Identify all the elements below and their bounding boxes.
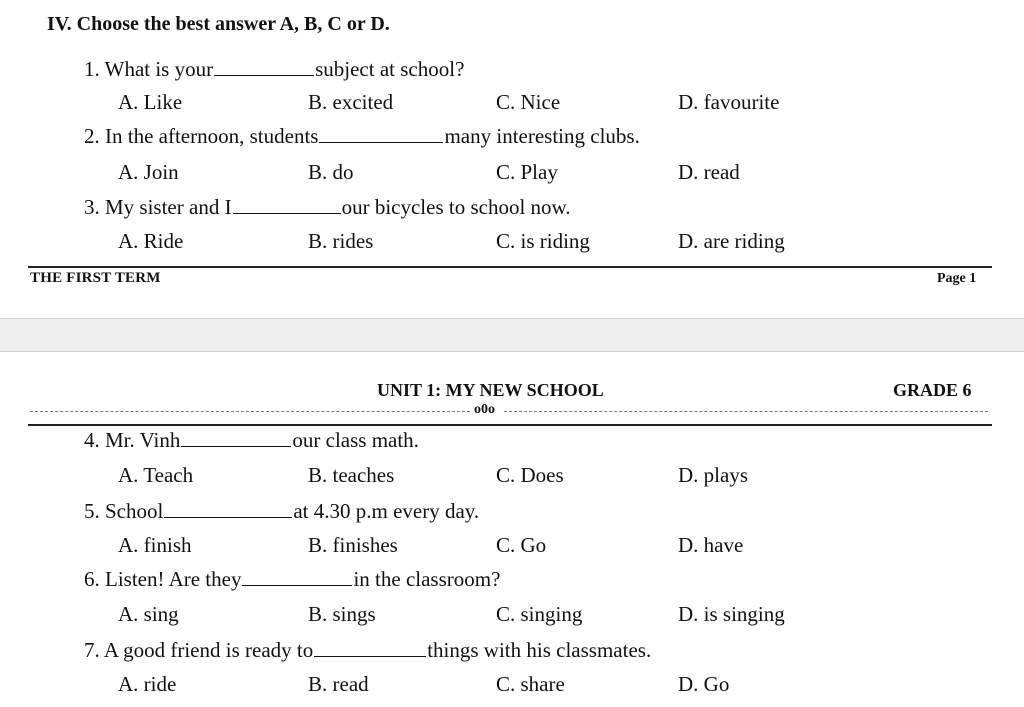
question-5 — [84, 499, 479, 524]
answer-blank — [164, 500, 292, 518]
question-number: 2. — [84, 124, 100, 148]
option-b: B. finishes — [308, 533, 398, 557]
option-a: A. Join — [118, 160, 179, 184]
option-b: B. do — [308, 160, 354, 184]
option-a: A. Teach — [118, 463, 194, 487]
option-a: A. Like — [118, 90, 183, 114]
answer-blank — [233, 196, 341, 214]
option-c: C. singing — [496, 602, 583, 626]
question-3 — [84, 195, 571, 220]
question-number: 3. — [84, 195, 100, 219]
option-a: A. ride — [118, 672, 177, 696]
question-2 — [84, 124, 640, 149]
question-text-before: What is your — [104, 57, 214, 81]
question-text-before: Mr. Vinh — [105, 428, 181, 452]
header-dashed-rule-left — [30, 411, 470, 412]
option-c: C. Nice — [496, 90, 561, 114]
answer-blank — [319, 125, 443, 143]
option-d: D. have — [678, 533, 744, 557]
answer-blank — [242, 568, 352, 586]
option-d: D. favourite — [678, 90, 780, 114]
option-a: A. sing — [118, 602, 179, 626]
option-c: C. is riding — [496, 229, 590, 253]
option-c: C. Go — [496, 533, 547, 557]
option-d: D. are riding — [678, 229, 785, 253]
question-text-after: our class math. — [292, 428, 419, 452]
question-text-after: our bicycles to school now. — [341, 195, 571, 219]
question-number: 5. — [84, 499, 100, 523]
option-d: D. plays — [678, 463, 748, 487]
question-text-before: In the afternoon, students — [105, 124, 319, 148]
question-text-after: many interesting clubs. — [444, 124, 640, 148]
question-text-before: A good friend is ready to — [103, 638, 314, 662]
question-number: 6. — [84, 567, 100, 591]
question-text-before: My sister and I — [105, 195, 232, 219]
option-c: C. Does — [496, 463, 564, 487]
option-c: C. Play — [496, 160, 558, 184]
page-gap — [0, 318, 1024, 352]
question-text-after: at 4.30 p.m every day. — [293, 499, 480, 523]
page-gap-edge — [0, 351, 1024, 352]
header-rule — [28, 424, 992, 426]
page-number: Page 1 — [937, 271, 977, 286]
question-number: 1. — [84, 57, 100, 81]
question-number: 4. — [84, 428, 100, 452]
footer-rule — [28, 266, 992, 268]
option-d: D. Go — [678, 672, 730, 696]
answer-blank — [314, 639, 426, 657]
option-b: B. sings — [308, 602, 376, 626]
option-b: B. read — [308, 672, 369, 696]
option-c: C. share — [496, 672, 565, 696]
question-4 — [84, 428, 419, 453]
question-text-after: in the classroom? — [353, 567, 501, 591]
header-dashed-rule-right — [504, 411, 988, 412]
question-1 — [84, 57, 464, 82]
question-6 — [84, 567, 500, 592]
option-d: D. read — [678, 160, 740, 184]
question-text-before: School — [105, 499, 164, 523]
section-title: IV. Choose the best answer A, B, C or D. — [47, 13, 390, 35]
option-b: B. rides — [308, 229, 374, 253]
answer-blank — [181, 429, 291, 447]
header-divider-mark: o0o — [474, 402, 495, 417]
option-b: B. excited — [308, 90, 394, 114]
question-text-after: things with his classmates. — [427, 638, 652, 662]
footer-term: THE FIRST TERM — [30, 270, 161, 286]
option-d: D. is singing — [678, 602, 785, 626]
unit-title: UNIT 1: MY NEW SCHOOL — [377, 380, 604, 400]
question-7 — [84, 638, 651, 663]
page-gap-edge — [0, 318, 1024, 319]
option-b: B. teaches — [308, 463, 395, 487]
answer-blank — [214, 58, 314, 76]
question-text-after: subject at school? — [315, 57, 465, 81]
option-a: A. finish — [118, 533, 192, 557]
option-a: A. Ride — [118, 229, 184, 253]
question-text-before: Listen! Are they — [105, 567, 242, 591]
grade-label: GRADE 6 — [893, 380, 972, 400]
question-number: 7. — [84, 638, 100, 662]
